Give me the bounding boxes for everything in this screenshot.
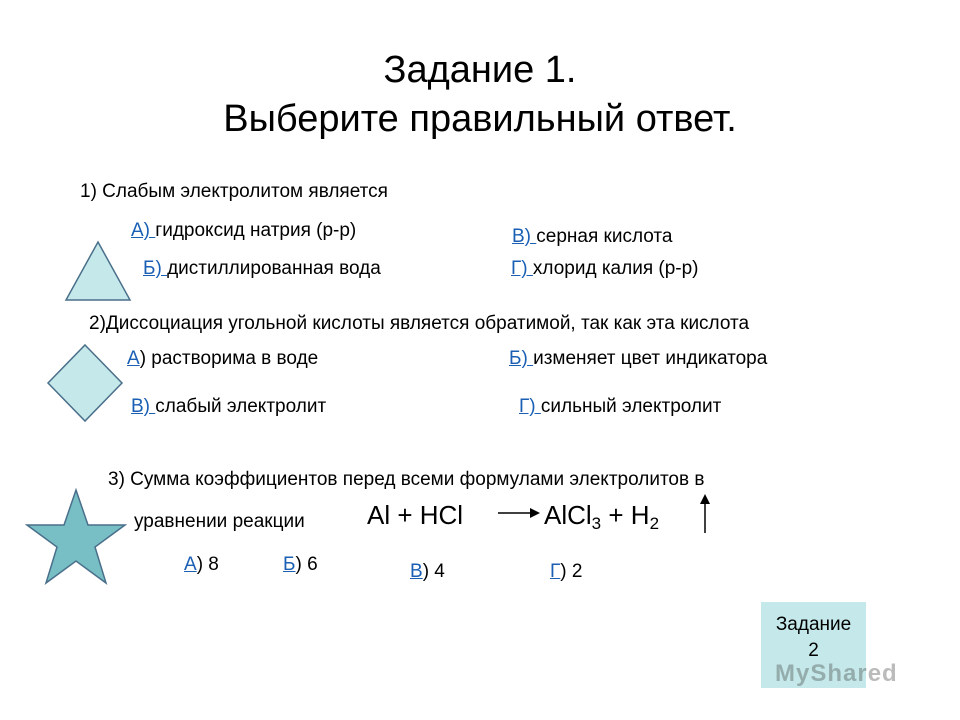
question-1-text: 1) Слабым электролитом является [80, 181, 388, 202]
q2-option-b [509, 348, 767, 370]
q1-option-d-link[interactable]: Г) [511, 258, 533, 279]
q2-option-c [131, 396, 326, 418]
page-title-line1: Задание 1. [383, 49, 577, 91]
q3-option-c-link[interactable]: В [410, 561, 423, 582]
question-3-text-line1: 3) Сумма коэффициентов перед всеми формулами электролитов в [108, 469, 705, 490]
q1-option-d [511, 258, 699, 280]
q3-option-d-label: ) 2 [560, 561, 583, 582]
q3-option-d-link[interactable]: Г [550, 561, 561, 582]
q1-option-a-link[interactable]: А) [131, 220, 156, 241]
q2-option-a-link[interactable]: А [127, 348, 140, 369]
equation-plus-h: + H [601, 500, 650, 530]
reaction-arrow-icon [496, 503, 542, 523]
equation-reactants: Al + HCl [367, 500, 464, 530]
equation-product-alcl: AlCl [544, 500, 592, 530]
equation-sub-2: 2 [649, 514, 660, 533]
q2-option-c-label: слабый электролит [155, 396, 327, 417]
q1-option-d-label: хлорид калия (р-р) [532, 258, 699, 279]
q3-option-a [184, 554, 219, 576]
q1-option-c [512, 226, 672, 248]
q2-option-c-link[interactable]: В) [131, 396, 156, 417]
q2-option-b-label: изменяет цвет индикатора [533, 348, 768, 369]
q1-option-c-link[interactable]: В) [512, 226, 537, 247]
watermark-logo: MyShared [775, 660, 898, 687]
star-shape-button[interactable] [25, 488, 127, 586]
q1-option-b-link[interactable]: Б) [143, 258, 168, 279]
next-task-label-line2: 2 [808, 640, 819, 661]
q1-option-b-label: дистиллированная вода [167, 258, 381, 279]
q2-option-a [127, 348, 318, 370]
question-2-text: 2)Диссоциация угольной кислоты является обратимой, так как эта кислота [89, 313, 750, 334]
q2-option-d-label: сильный электролит [540, 396, 722, 417]
q2-option-d [519, 396, 721, 418]
q1-option-b [143, 258, 381, 280]
equation-products [544, 500, 659, 534]
next-task-label-line1: Задание [775, 614, 852, 635]
question-3-text-line2: уравнении реакции [134, 511, 305, 532]
triangle-shape-button[interactable] [64, 240, 132, 302]
gas-up-arrow-icon [695, 493, 715, 535]
q3-option-c-label: ) 4 [422, 561, 445, 582]
q1-option-a-label: гидроксид натрия (р-р) [155, 220, 357, 241]
q3-option-a-link[interactable]: А [184, 554, 197, 575]
q1-option-c-label: серная кислота [536, 226, 673, 247]
q3-option-b-label: ) 6 [295, 554, 318, 575]
q2-option-d-link[interactable]: Г) [519, 396, 541, 417]
equation-sub-3: 3 [591, 514, 602, 533]
q1-option-a [131, 220, 356, 242]
q2-option-a-label: ) растворима в воде [139, 348, 319, 369]
q3-option-c [410, 561, 445, 583]
q2-option-b-link[interactable]: Б) [509, 348, 534, 369]
q3-option-b [283, 554, 318, 576]
q3-option-a-label: ) 8 [196, 554, 219, 575]
page-title-line2: Выберите правильный ответ. [223, 98, 737, 140]
q3-option-d [550, 561, 582, 583]
diamond-shape-button[interactable] [45, 342, 125, 424]
q3-option-b-link[interactable]: Б [283, 554, 296, 575]
